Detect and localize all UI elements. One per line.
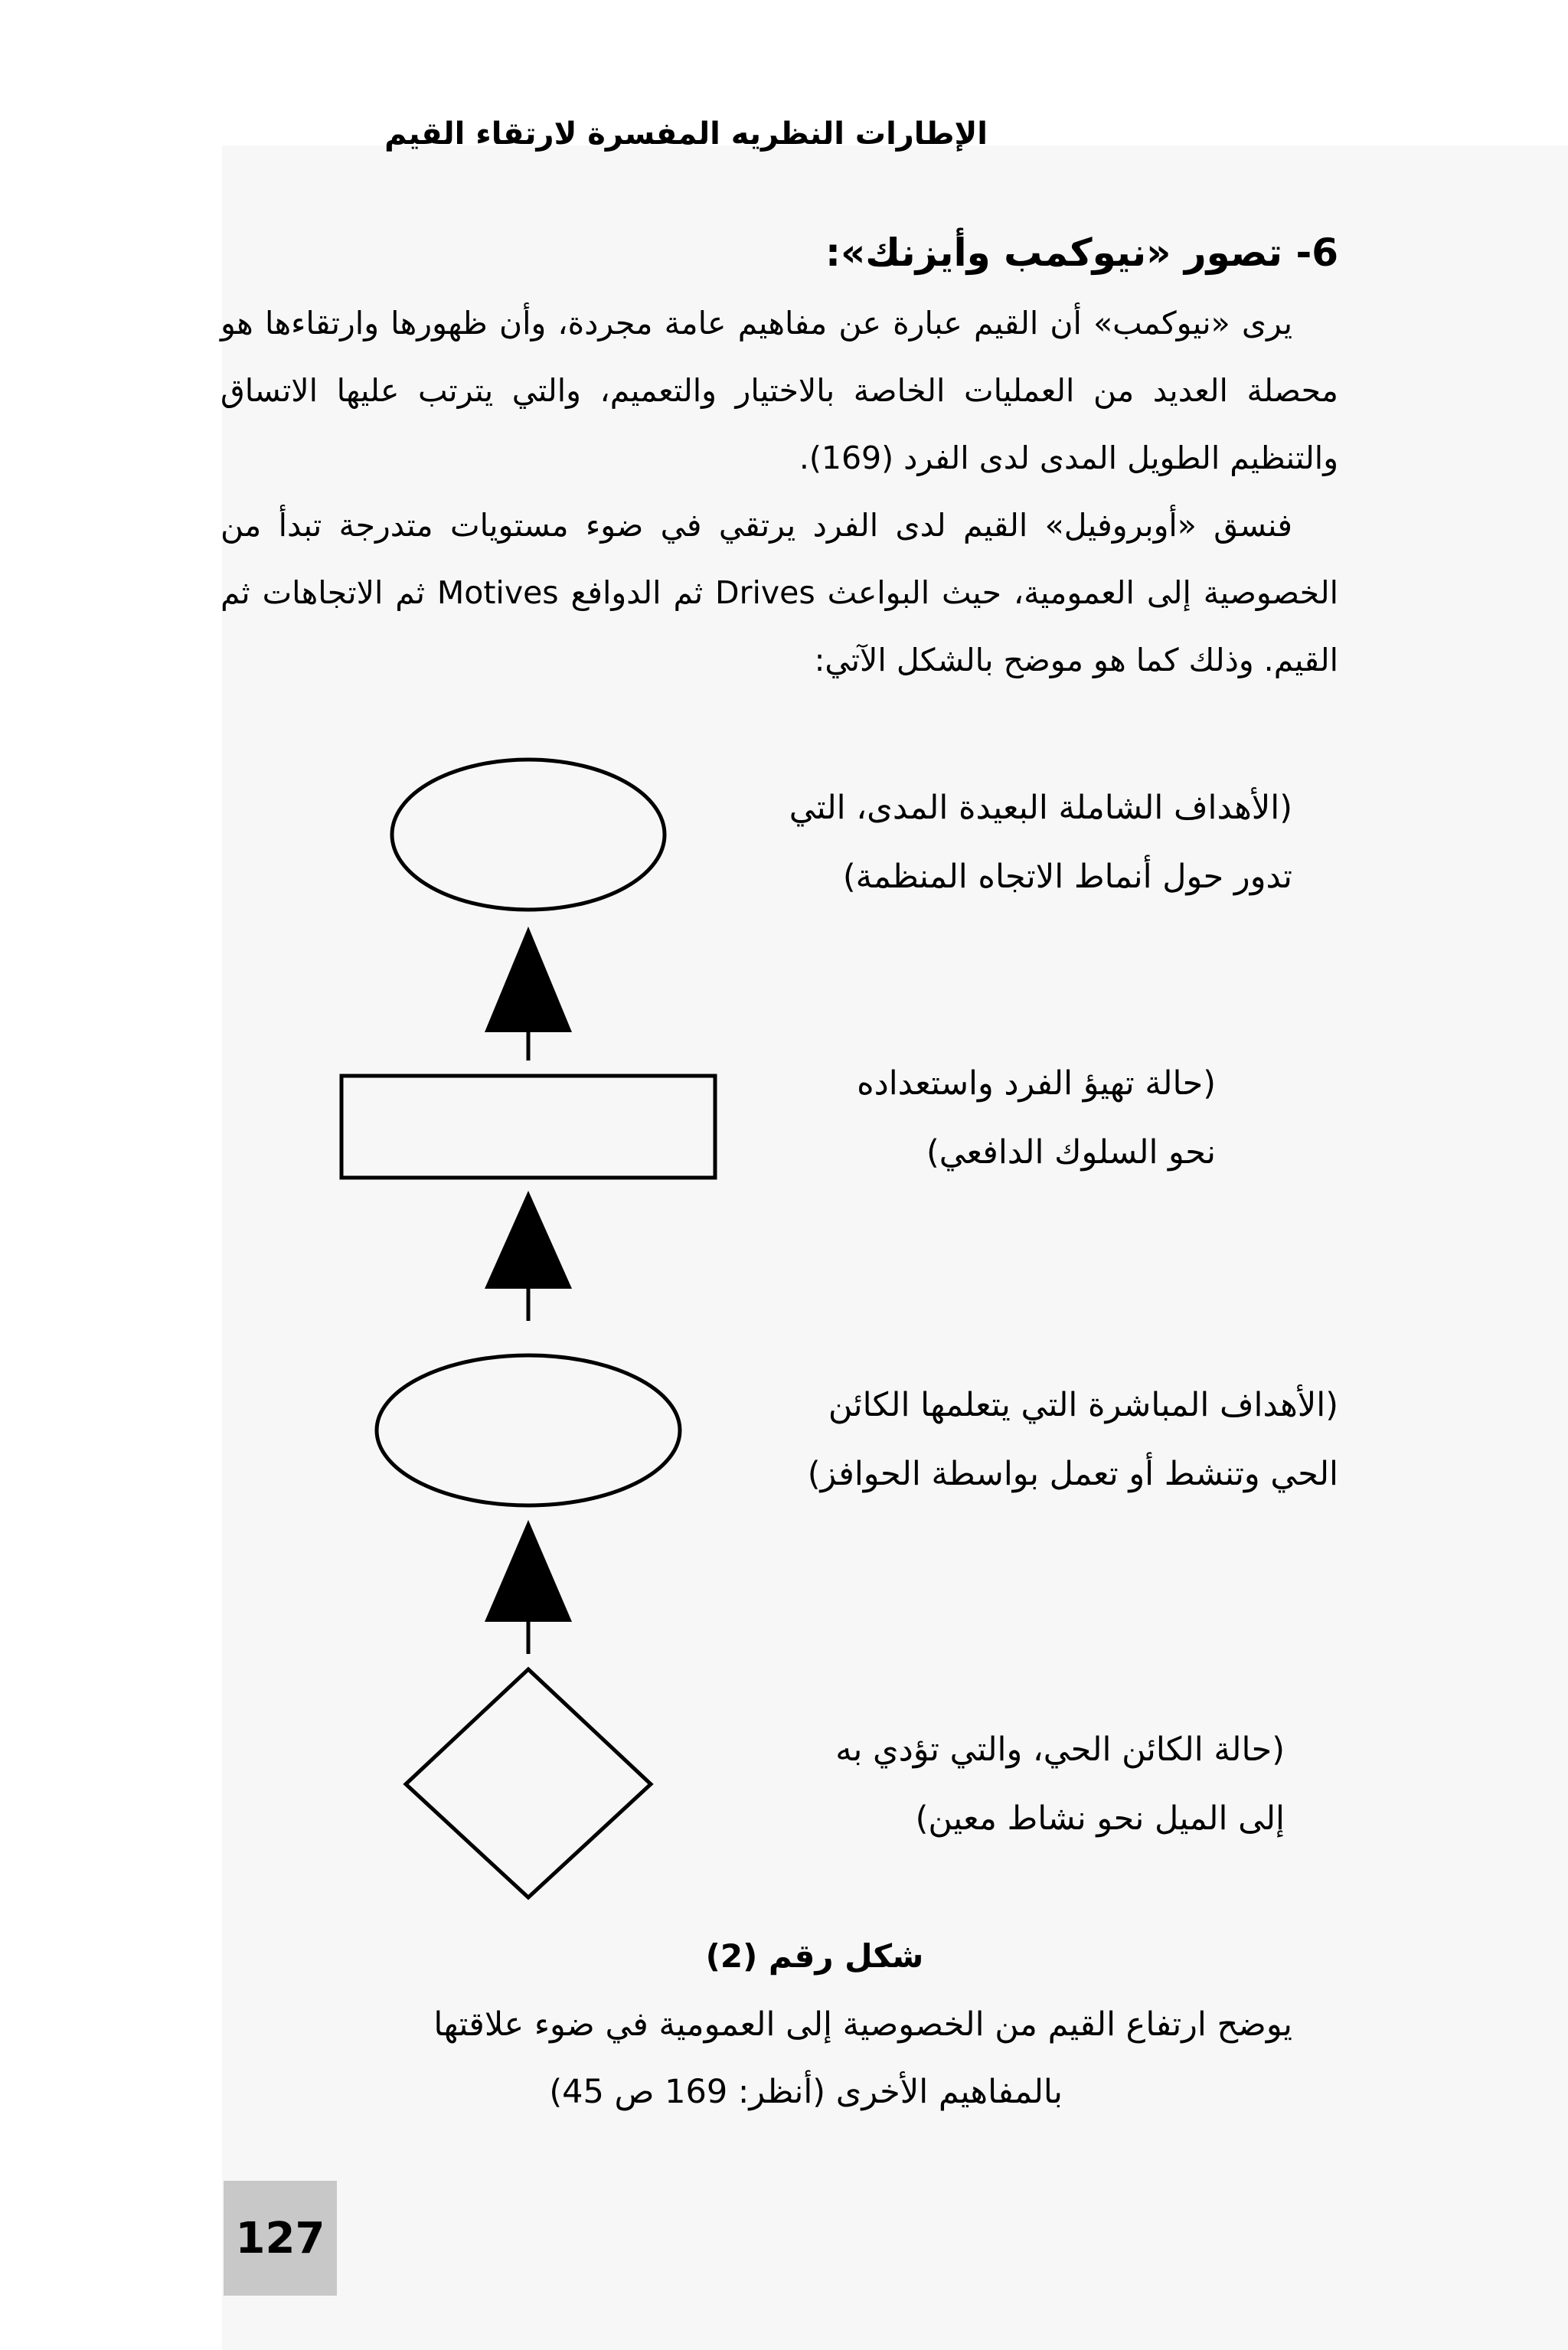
lower-ellipse [377, 1355, 680, 1505]
label-long-range-goals-line1: (الأهداف الشاملة البعيدة المدى، التي [789, 789, 1292, 827]
label-organism-state-line2: إلى الميل نحو نشاط معين) [915, 1799, 1285, 1838]
label-organism-state [672, 1715, 1285, 1853]
arrow-head-1 [485, 927, 572, 1032]
label-long-range-goals-line2: تدور حول أنماط الاتجاه المنظمة) [842, 858, 1292, 896]
label-immediate-goals [665, 1371, 1338, 1508]
label-long-range-goals [665, 773, 1292, 911]
bottom-diamond [406, 1669, 651, 1897]
label-readiness-state-line2: نحو السلوك الدافعي) [926, 1133, 1216, 1172]
label-readiness-state-line1: (حالة تهيؤ الفرد واستعداده [857, 1064, 1216, 1103]
label-immediate-goals-line1: (الأهداف المباشرة التي يتعلمها الكائن [828, 1386, 1338, 1424]
figure-caption-text [144, 1991, 1292, 2126]
paragraph-newcomb [220, 289, 1338, 492]
figure-caption-title: شكل رقم (2) [705, 1937, 924, 1975]
paragraph-newcomb-text: يرى «نيوكمب» أن القيم عبارة عن مفاهيم عامة مجردة، وأن ظهورها وارتقاءها هو محصلة العديد من العمليات الخاصة بالاختيار والتعميم، والتي يترتب عليها الاتساق والتنظيم الطويل المدى لدى الفرد (169). [220, 305, 1338, 476]
running-header: الإطارات النظريه المفسرة لارتقاء القيم [384, 116, 988, 152]
top-ellipse [392, 760, 665, 910]
figure-caption-line2: بالمفاهيم الأخرى (أنظر: 169 ص 45) [549, 2073, 1063, 2111]
label-organism-state-line1: (حالة الكائن الحي، والتي تؤدي به [835, 1731, 1285, 1769]
middle-rectangle [341, 1076, 715, 1178]
values-hierarchy-diagram [0, 735, 1568, 1914]
label-immediate-goals-line2: الحي وتنشط أو تعمل بواسطة الحوافز) [807, 1455, 1338, 1493]
page-number: 127 [224, 2181, 337, 2296]
paragraph-allport [220, 492, 1338, 694]
label-readiness-state [665, 1049, 1216, 1187]
arrow-head-2 [485, 1191, 572, 1289]
section-title: 6- تصور «نيوكمب وأيزنك»: [825, 230, 1338, 275]
paragraph-allport-text: فنسق «أوبروفيل» القيم لدى الفرد يرتقي في ضوء مستويات متدرجة تبدأ من الخصوصية إلى العمومية، حيث البواعث Drives ثم الدوافع Motives ثم الاتجاهات ثم القيم. وذلك كما هو موضح بالشكل الآتي: [220, 507, 1338, 678]
figure-caption-line1: يوضح ارتفاع القيم من الخصوصية إلى العمومية في ضوء علاقتها [433, 2005, 1292, 2044]
arrow-head-3 [485, 1520, 572, 1622]
